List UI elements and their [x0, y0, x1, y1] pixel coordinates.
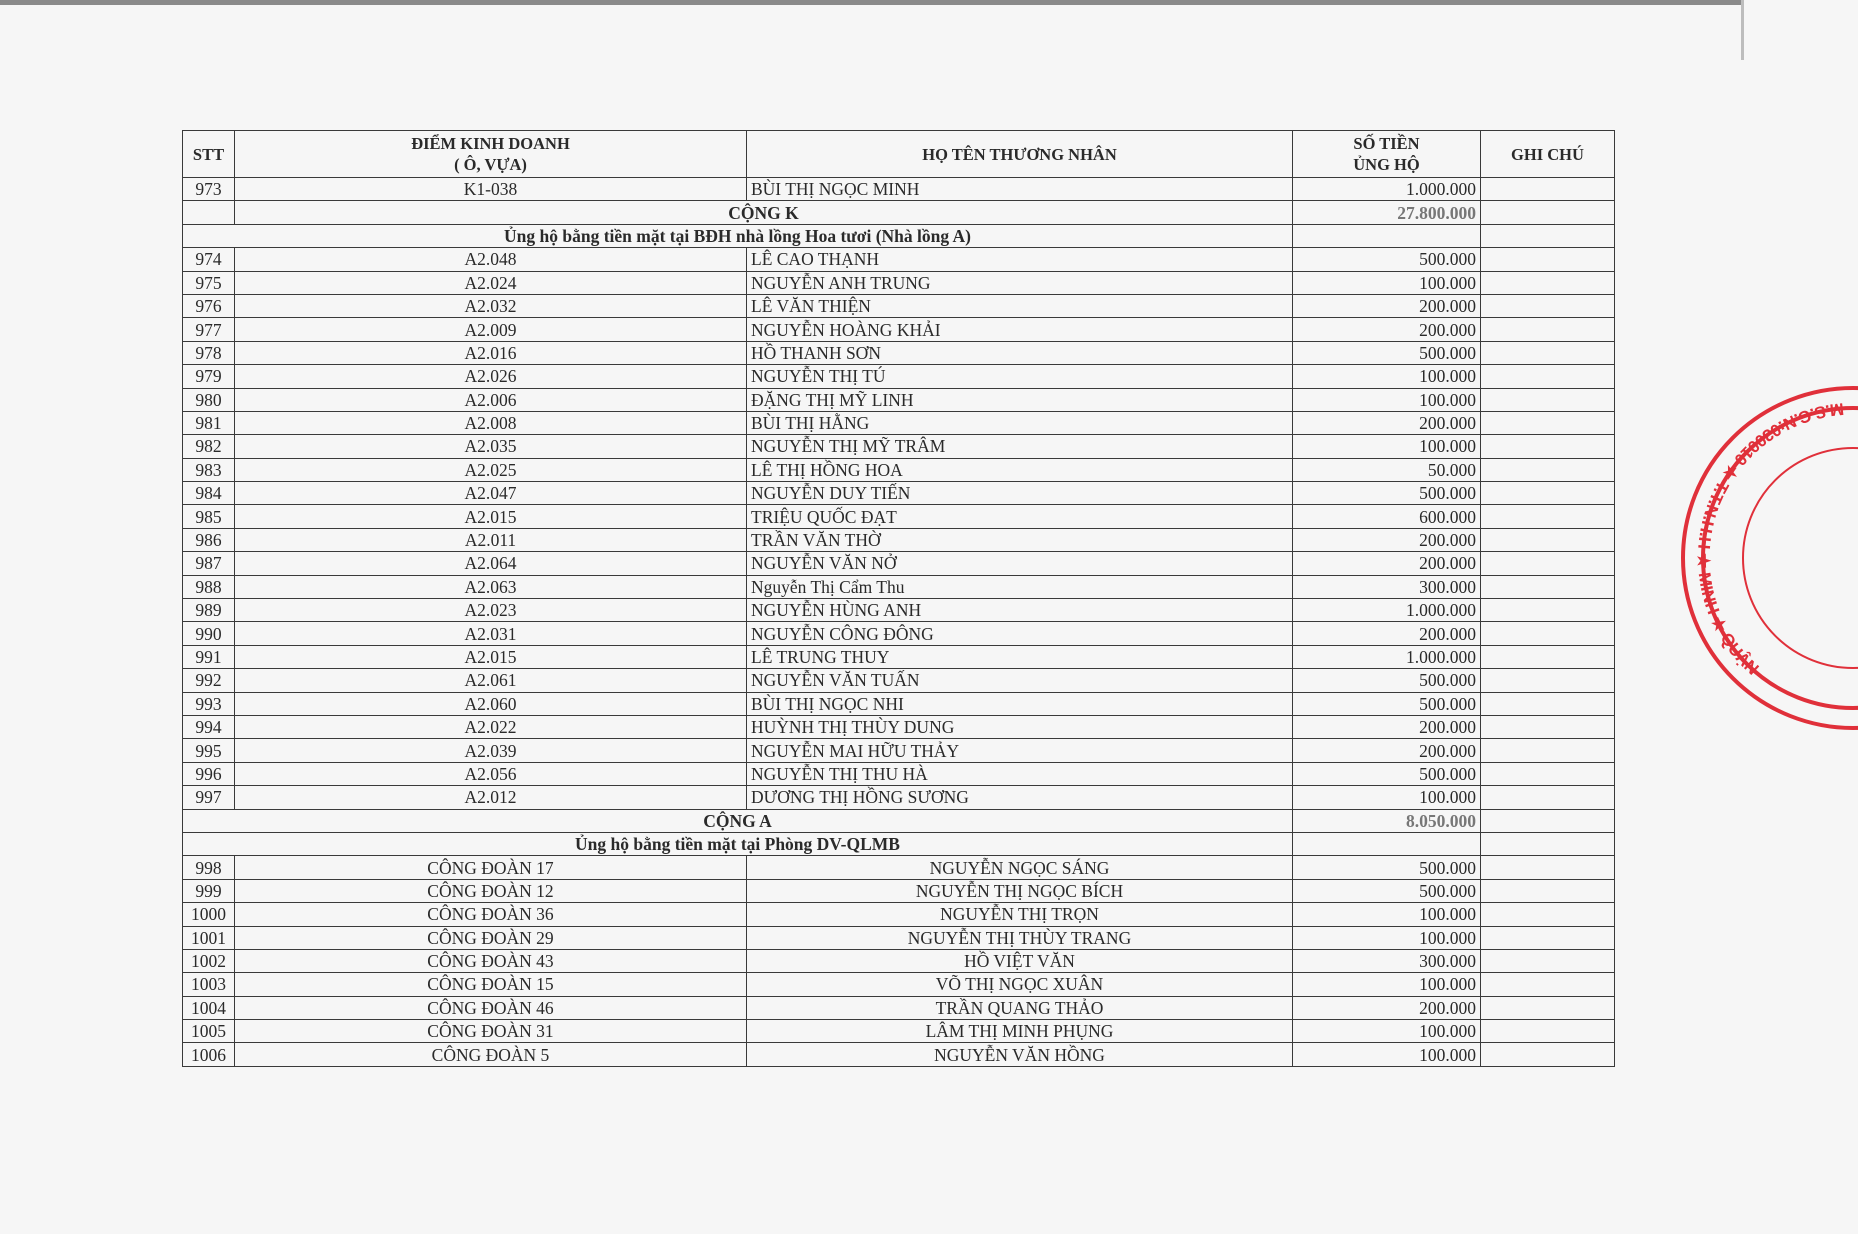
row-note — [1481, 528, 1615, 551]
row-note — [1481, 786, 1615, 809]
row-code: CÔNG ĐOÀN 36 — [235, 903, 747, 926]
row-name: NGUYỄN VĂN HỒNG — [747, 1043, 1293, 1066]
row-stt: 996 — [183, 762, 235, 785]
row-code: CÔNG ĐOÀN 31 — [235, 1020, 747, 1043]
row-name: LÂM THỊ MINH PHỤNG — [747, 1020, 1293, 1043]
header-diem-kinh-doanh-text: ĐIỂM KINH DOANH ( Ô, VỰA) — [411, 134, 570, 174]
table-row — [183, 575, 1615, 598]
row-stt: 992 — [183, 669, 235, 692]
row-stt: 989 — [183, 599, 235, 622]
row-amount: 500.000 — [1293, 879, 1481, 902]
total-a-note — [1481, 809, 1615, 832]
table-row — [183, 178, 1615, 201]
row-note — [1481, 318, 1615, 341]
row-stt: 1000 — [183, 903, 235, 926]
row-code: A2.011 — [235, 528, 747, 551]
row-code: A2.026 — [235, 365, 747, 388]
row-name: NGUYỄN THỊ NGỌC BÍCH — [747, 879, 1293, 902]
row-note — [1481, 949, 1615, 972]
table-row — [183, 435, 1615, 458]
row-code: A2.031 — [235, 622, 747, 645]
row-note — [1481, 903, 1615, 926]
table-row — [183, 926, 1615, 949]
row-name: HỒ THANH SƠN — [747, 341, 1293, 364]
row-amount: 200.000 — [1293, 739, 1481, 762]
row-amount: 200.000 — [1293, 528, 1481, 551]
row-stt: 974 — [183, 248, 235, 271]
row-amount: 600.000 — [1293, 505, 1481, 528]
row-name: LÊ THỊ HỒNG HOA — [747, 458, 1293, 481]
table-row — [183, 599, 1615, 622]
row-amount: 300.000 — [1293, 949, 1481, 972]
row-stt: 975 — [183, 271, 235, 294]
row-code: A2.016 — [235, 341, 747, 364]
table-row — [183, 996, 1615, 1019]
row-amount: 200.000 — [1293, 318, 1481, 341]
row-name: HUỲNH THỊ THÙY DUNG — [747, 715, 1293, 738]
row-name: Nguyễn Thị Cẩm Thu — [747, 575, 1293, 598]
total-a-amount: 8.050.000 — [1293, 809, 1481, 832]
row-name: LÊ VĂN THIỆN — [747, 294, 1293, 317]
row-amount: 100.000 — [1293, 973, 1481, 996]
table-header-row — [183, 131, 1615, 178]
table-row — [183, 715, 1615, 738]
row-note — [1481, 505, 1615, 528]
total-a-row — [183, 809, 1615, 832]
table-row — [183, 365, 1615, 388]
row-stt: 987 — [183, 552, 235, 575]
table-row — [183, 482, 1615, 505]
row-stt: 1006 — [183, 1043, 235, 1066]
header-so-tien — [1293, 131, 1481, 178]
row-amount: 500.000 — [1293, 856, 1481, 879]
row-stt: 1003 — [183, 973, 235, 996]
donation-table — [182, 130, 1615, 1067]
row-note — [1481, 996, 1615, 1019]
row-code: A2.006 — [235, 388, 747, 411]
row-code: A2.061 — [235, 669, 747, 692]
row-code: K1-038 — [235, 178, 747, 201]
row-note — [1481, 365, 1615, 388]
row-stt: 1004 — [183, 996, 235, 1019]
row-name: NGUYỄN DUY TIẾN — [747, 482, 1293, 505]
row-note — [1481, 973, 1615, 996]
row-name: LÊ CAO THẠNH — [747, 248, 1293, 271]
row-amount: 1.000.000 — [1293, 599, 1481, 622]
table-row — [183, 622, 1615, 645]
row-stt: 995 — [183, 739, 235, 762]
row-name: VÕ THỊ NGỌC XUÂN — [747, 973, 1293, 996]
row-amount: 200.000 — [1293, 996, 1481, 1019]
row-amount: 100.000 — [1293, 786, 1481, 809]
row-code: A2.048 — [235, 248, 747, 271]
row-name: NGUYỄN NGỌC SÁNG — [747, 856, 1293, 879]
scan-edge-top — [0, 0, 1744, 5]
row-amount: 500.000 — [1293, 248, 1481, 271]
row-code: CÔNG ĐOÀN 15 — [235, 973, 747, 996]
header-stt: STT — [183, 131, 235, 178]
table-row — [183, 1020, 1615, 1043]
table-row — [183, 552, 1615, 575]
row-name: NGUYỄN THỊ TRỌN — [747, 903, 1293, 926]
row-name: NGUYỄN CÔNG ĐÔNG — [747, 622, 1293, 645]
row-amount: 200.000 — [1293, 715, 1481, 738]
row-amount: 200.000 — [1293, 294, 1481, 317]
row-note — [1481, 856, 1615, 879]
row-note — [1481, 435, 1615, 458]
row-note — [1481, 341, 1615, 364]
table-row — [183, 458, 1615, 481]
row-amount: 100.000 — [1293, 365, 1481, 388]
row-note — [1481, 294, 1615, 317]
row-name: NGUYỄN MAI HỮU THẢY — [747, 739, 1293, 762]
table-row — [183, 1043, 1615, 1066]
row-amount: 100.000 — [1293, 271, 1481, 294]
row-name: NGUYỄN THỊ THÙY TRANG — [747, 926, 1293, 949]
row-code: A2.060 — [235, 692, 747, 715]
row-stt: 973 — [183, 178, 235, 201]
row-note — [1481, 271, 1615, 294]
row-note — [1481, 879, 1615, 902]
row-name: BÙI THỊ NGỌC NHI — [747, 692, 1293, 715]
row-name: DƯƠNG THỊ HỒNG SƯƠNG — [747, 786, 1293, 809]
row-amount: 200.000 — [1293, 622, 1481, 645]
row-code: A2.056 — [235, 762, 747, 785]
row-amount: 100.000 — [1293, 903, 1481, 926]
row-code: A2.035 — [235, 435, 747, 458]
table-row — [183, 739, 1615, 762]
table-row — [183, 949, 1615, 972]
table-row — [183, 505, 1615, 528]
row-amount: 500.000 — [1293, 692, 1481, 715]
row-name: NGUYỄN VĂN TUẤN — [747, 669, 1293, 692]
row-code: A2.008 — [235, 411, 747, 434]
table-row — [183, 879, 1615, 902]
row-note — [1481, 599, 1615, 622]
row-name: BÙI THỊ HẰNG — [747, 411, 1293, 434]
header-diem-kinh-doanh — [235, 131, 747, 178]
row-stt: 993 — [183, 692, 235, 715]
row-note — [1481, 458, 1615, 481]
row-code: A2.015 — [235, 645, 747, 668]
row-code: A2.022 — [235, 715, 747, 738]
row-name: NGUYỄN HÙNG ANH — [747, 599, 1293, 622]
row-stt: 986 — [183, 528, 235, 551]
row-amount: 1.000.000 — [1293, 178, 1481, 201]
header-so-tien-text: SỐ TIỀN ỦNG HỘ — [1353, 134, 1420, 174]
row-code: A2.015 — [235, 505, 747, 528]
section-dv-title: Ủng hộ bằng tiền mặt tại Phòng DV-QLMB — [183, 832, 1293, 855]
row-stt: 979 — [183, 365, 235, 388]
row-note — [1481, 692, 1615, 715]
row-code: A2.012 — [235, 786, 747, 809]
header-ho-ten: HỌ TÊN THƯƠNG NHÂN — [747, 131, 1293, 178]
row-note — [1481, 482, 1615, 505]
row-note — [1481, 178, 1615, 201]
seal-center-ring — [1743, 448, 1858, 668]
row-note — [1481, 388, 1615, 411]
row-code: A2.009 — [235, 318, 747, 341]
row-code: A2.032 — [235, 294, 747, 317]
row-name: NGUYỄN HOÀNG KHẢI — [747, 318, 1293, 341]
row-stt: 991 — [183, 645, 235, 668]
row-amount: 200.000 — [1293, 411, 1481, 434]
row-amount: 50.000 — [1293, 458, 1481, 481]
section-dv-amount-blank — [1293, 832, 1481, 855]
row-amount: 500.000 — [1293, 341, 1481, 364]
row-stt: 985 — [183, 505, 235, 528]
table-row — [183, 388, 1615, 411]
row-name: NGUYỄN THỊ MỸ TRÂM — [747, 435, 1293, 458]
row-note — [1481, 1043, 1615, 1066]
row-amount: 1.000.000 — [1293, 645, 1481, 668]
row-stt: 976 — [183, 294, 235, 317]
row-amount: 200.000 — [1293, 552, 1481, 575]
row-name: BÙI THỊ NGỌC MINH — [747, 178, 1293, 201]
row-note — [1481, 645, 1615, 668]
row-stt: 997 — [183, 786, 235, 809]
table-row — [183, 856, 1615, 879]
total-k-row — [183, 201, 1615, 224]
row-code: A2.024 — [235, 271, 747, 294]
table-row — [183, 903, 1615, 926]
row-note — [1481, 411, 1615, 434]
row-code: A2.023 — [235, 599, 747, 622]
row-stt: 1001 — [183, 926, 235, 949]
row-name: TRẦN QUANG THẢO — [747, 996, 1293, 1019]
row-code: A2.063 — [235, 575, 747, 598]
table-row — [183, 786, 1615, 809]
row-code: A2.064 — [235, 552, 747, 575]
row-stt: 988 — [183, 575, 235, 598]
row-amount: 500.000 — [1293, 482, 1481, 505]
row-note — [1481, 669, 1615, 692]
total-k-label: CỘNG K — [235, 201, 1293, 224]
total-k-amount: 27.800.000 — [1293, 201, 1481, 224]
table-row — [183, 248, 1615, 271]
section-a-title: Ủng hộ bằng tiền mặt tại BĐH nhà lồng Hoa tươi (Nhà lồng A) — [183, 224, 1293, 247]
table-row — [183, 294, 1615, 317]
header-ghi-chu: GHI CHÚ — [1481, 131, 1615, 178]
row-amount: 500.000 — [1293, 762, 1481, 785]
row-amount: 100.000 — [1293, 388, 1481, 411]
row-code: CÔNG ĐOÀN 43 — [235, 949, 747, 972]
row-name: HỒ VIỆT VĂN — [747, 949, 1293, 972]
row-name: ĐẶNG THỊ MỸ LINH — [747, 388, 1293, 411]
row-name: NGUYỄN VĂN NỞ — [747, 552, 1293, 575]
row-note — [1481, 552, 1615, 575]
row-note — [1481, 926, 1615, 949]
row-note — [1481, 762, 1615, 785]
table-row — [183, 411, 1615, 434]
scan-edge-right — [1741, 0, 1744, 60]
row-stt: 1002 — [183, 949, 235, 972]
table-row — [183, 669, 1615, 692]
row-code: CÔNG ĐOÀN 12 — [235, 879, 747, 902]
row-stt: 1005 — [183, 1020, 235, 1043]
row-code: A2.047 — [235, 482, 747, 505]
seal-text: M.S.C.N:030010 ★ T.T.N.H.H ★ MINH ★ QUẬN — [1693, 399, 1845, 679]
row-stt: 978 — [183, 341, 235, 364]
red-company-seal — [1668, 378, 1858, 738]
row-stt: 980 — [183, 388, 235, 411]
row-name: LÊ TRUNG THUY — [747, 645, 1293, 668]
table-row — [183, 528, 1615, 551]
row-stt: 994 — [183, 715, 235, 738]
section-dv-note-blank — [1481, 832, 1615, 855]
row-note — [1481, 715, 1615, 738]
row-stt: 984 — [183, 482, 235, 505]
table-row — [183, 692, 1615, 715]
row-stt: 983 — [183, 458, 235, 481]
total-k-note — [1481, 201, 1615, 224]
total-k-blank — [183, 201, 235, 224]
row-stt: 990 — [183, 622, 235, 645]
section-dv-title-row — [183, 832, 1615, 855]
row-name: TRIỆU QUỐC ĐẠT — [747, 505, 1293, 528]
section-a-note-blank — [1481, 224, 1615, 247]
table-row — [183, 271, 1615, 294]
table-row — [183, 973, 1615, 996]
row-note — [1481, 248, 1615, 271]
row-amount: 500.000 — [1293, 669, 1481, 692]
row-name: NGUYỄN THỊ TÚ — [747, 365, 1293, 388]
row-code: A2.039 — [235, 739, 747, 762]
row-stt: 999 — [183, 879, 235, 902]
row-note — [1481, 739, 1615, 762]
row-note — [1481, 622, 1615, 645]
row-stt: 982 — [183, 435, 235, 458]
table-row — [183, 645, 1615, 668]
row-note — [1481, 1020, 1615, 1043]
row-stt: 998 — [183, 856, 235, 879]
row-code: A2.025 — [235, 458, 747, 481]
total-a-label: CỘNG A — [183, 809, 1293, 832]
table-row — [183, 341, 1615, 364]
section-a-title-row — [183, 224, 1615, 247]
row-code: CÔNG ĐOÀN 5 — [235, 1043, 747, 1066]
row-code: CÔNG ĐOÀN 29 — [235, 926, 747, 949]
row-amount: 100.000 — [1293, 1020, 1481, 1043]
row-amount: 300.000 — [1293, 575, 1481, 598]
table-row — [183, 762, 1615, 785]
row-stt: 981 — [183, 411, 235, 434]
row-amount: 100.000 — [1293, 435, 1481, 458]
row-name: TRẦN VĂN THỜ — [747, 528, 1293, 551]
row-code: CÔNG ĐOÀN 17 — [235, 856, 747, 879]
section-a-amount-blank — [1293, 224, 1481, 247]
seal-inner-ring — [1703, 408, 1858, 708]
row-amount: 100.000 — [1293, 926, 1481, 949]
row-amount: 100.000 — [1293, 1043, 1481, 1066]
row-code: CÔNG ĐOÀN 46 — [235, 996, 747, 1019]
row-stt: 977 — [183, 318, 235, 341]
row-name: NGUYỄN ANH TRUNG — [747, 271, 1293, 294]
table-row — [183, 318, 1615, 341]
row-note — [1481, 575, 1615, 598]
row-name: NGUYỄN THỊ THU HÀ — [747, 762, 1293, 785]
